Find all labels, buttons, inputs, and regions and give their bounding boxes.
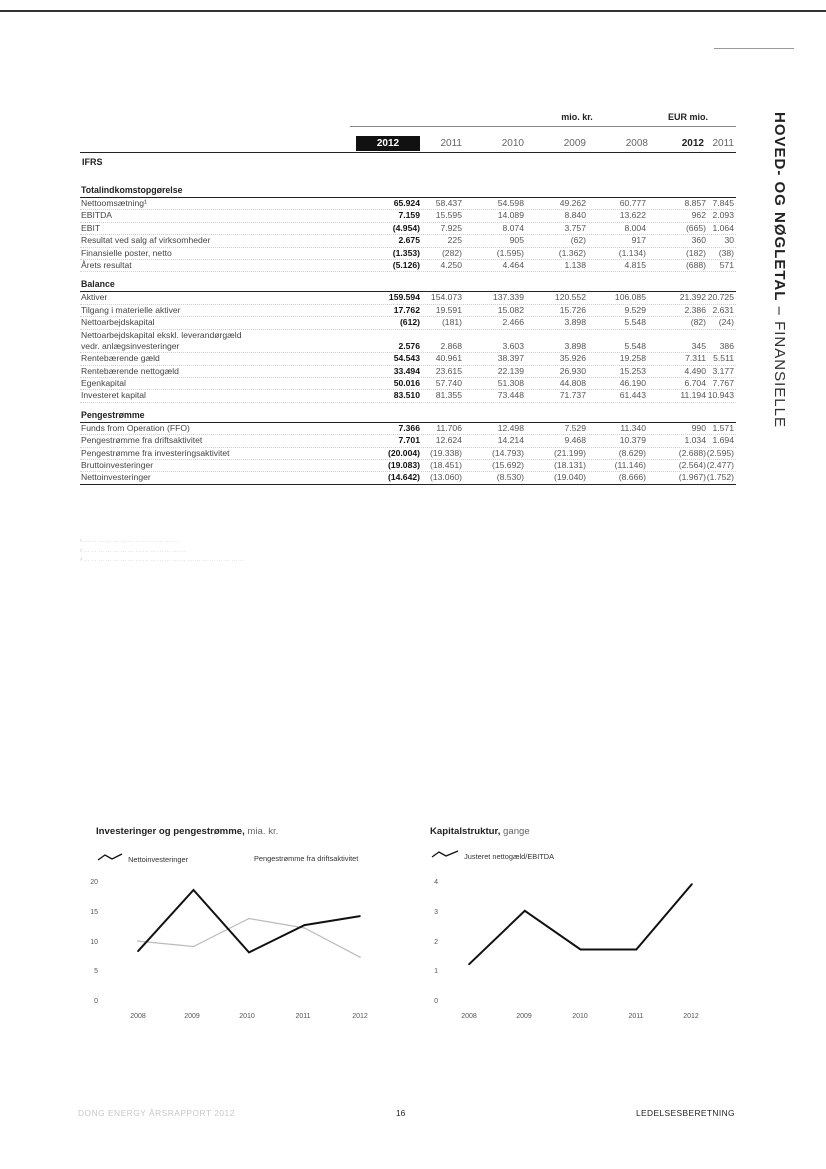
chart2-legend-label: Justeret nettogæld/EBITDA <box>464 852 555 861</box>
chart1-ytick: 15 <box>90 909 98 916</box>
cell-value: 3.177 <box>712 365 734 376</box>
cell-value: 3.898 <box>564 340 586 351</box>
chart1-xtick: 2010 <box>239 1013 255 1020</box>
cell-value: 345 <box>691 340 706 351</box>
data-point <box>248 952 250 954</box>
cell-value: 11.194 <box>680 390 706 401</box>
ifrs-label: IFRS <box>82 157 103 167</box>
cell-value: (2.688) <box>678 447 706 458</box>
cell-value: 159.594 <box>388 292 420 303</box>
cell-value: (181) <box>441 317 462 328</box>
cell-value: 7.767 <box>712 378 734 389</box>
chart2-xtick: 2008 <box>461 1013 477 1020</box>
cell-value: 65.924 <box>393 198 420 208</box>
cell-value: (8.530) <box>496 472 524 483</box>
cell-value: (2.477) <box>706 460 734 471</box>
year-header-current: 2012 <box>356 136 420 151</box>
cell-value: 2.576 <box>398 340 420 351</box>
chart1-legend-label: Nettoinvesteringer <box>128 855 189 864</box>
chart2-ytick: 2 <box>434 939 438 946</box>
cell-value: 2.868 <box>440 340 462 351</box>
cell-value: 14.214 <box>497 435 524 446</box>
cell-value: 54.598 <box>497 198 524 208</box>
cell-value: (14.642) <box>387 472 420 483</box>
cell-value: 14.089 <box>497 210 524 221</box>
cell-value: (282) <box>441 247 462 258</box>
cell-value: (2.564) <box>678 460 706 471</box>
cell-value: 15.253 <box>619 365 646 376</box>
data-point <box>359 956 361 958</box>
cell-value: 1.064 <box>712 222 734 233</box>
year-header-eur-current: 2012 <box>681 138 704 149</box>
row-label: Aktiver <box>81 292 108 303</box>
row-label: Årets resultat <box>81 259 132 270</box>
year-header: 2008 <box>625 138 648 149</box>
cell-value: 9.529 <box>624 304 646 315</box>
cell-value: 137.339 <box>492 292 524 303</box>
cell-value: 46.190 <box>619 378 646 389</box>
footnote-line: ² ··· ··· ··· ··· ··· ··· ··· ··· ··· ··· ··· ··· ··· ··· <box>80 548 186 555</box>
cell-value: 4.490 <box>684 365 706 376</box>
footer-section: LEDELSESBERETNING <box>636 1108 735 1118</box>
year-header: 2011 <box>712 138 734 149</box>
section-title: Pengestrømme <box>80 409 736 423</box>
line-legend-icon <box>430 849 462 859</box>
cell-value: 5.548 <box>624 317 646 328</box>
cell-value: 8.074 <box>502 222 524 233</box>
year-header: 2011 <box>440 138 462 149</box>
cell-value: 13.622 <box>619 210 646 221</box>
cell-value: 225 <box>447 235 462 246</box>
cell-value: 19.591 <box>435 304 462 315</box>
chart2-xtick: 2010 <box>572 1013 588 1020</box>
chart1-xtick: 2009 <box>184 1013 200 1020</box>
chart1-xtick: 2008 <box>130 1013 146 1020</box>
cell-value: (19.338) <box>429 447 462 458</box>
cell-value: (62) <box>570 235 586 246</box>
cell-value: (8.629) <box>618 447 646 458</box>
cell-value: (4.954) <box>392 222 420 233</box>
chart1-xtick: 2011 <box>295 1013 311 1020</box>
cell-value: 1.138 <box>564 259 586 270</box>
data-point <box>137 950 139 952</box>
cell-value: 2.093 <box>712 210 734 221</box>
cell-value: 3.898 <box>564 317 586 328</box>
cell-value: 905 <box>509 235 524 246</box>
cell-value: 1.694 <box>712 435 734 446</box>
cell-value: 7.366 <box>398 422 420 433</box>
cell-value: 11.706 <box>436 422 462 433</box>
cell-value: 26.930 <box>559 365 586 376</box>
chart1-xtick: 2012 <box>352 1013 368 1020</box>
row-label: Rentebærende gæld <box>81 353 160 364</box>
cell-value: 50.016 <box>393 378 420 389</box>
cell-value: 12.624 <box>435 435 462 446</box>
chart1-ytick: 5 <box>94 968 98 975</box>
footer-report-name: DONG ENERGY ÅRSRAPPORT 2012 <box>78 1108 235 1118</box>
cell-value: (18.451) <box>429 460 462 471</box>
cell-value: 120.552 <box>554 292 586 303</box>
cell-value: (1.134) <box>618 247 646 258</box>
cell-value: 22.139 <box>497 365 524 376</box>
row-label: Egenkapital <box>81 378 126 389</box>
cell-value: (82) <box>690 317 706 328</box>
cell-value: (612) <box>399 317 420 328</box>
group-header-eur: EUR mio. <box>667 112 708 122</box>
cell-value: 10.943 <box>707 390 734 401</box>
group-header-mio-kr: mio. kr. <box>561 112 593 122</box>
chart2-xtick: 2012 <box>683 1013 699 1020</box>
cell-value: 51.308 <box>497 378 524 389</box>
cell-value: 19.258 <box>619 353 646 364</box>
chart2-ytick: 1 <box>434 968 438 975</box>
section-title: Balance <box>80 278 736 292</box>
data-point <box>137 940 139 942</box>
cell-value: 4.815 <box>624 259 646 270</box>
cell-value: 54.543 <box>393 353 420 364</box>
cell-value: (38) <box>718 247 734 258</box>
chart1-ytick: 20 <box>90 879 98 886</box>
cell-value: 35.926 <box>559 353 586 364</box>
cell-value: 23.615 <box>435 365 462 376</box>
cell-value: 386 <box>719 340 734 351</box>
cell-value: 5.548 <box>624 340 646 351</box>
cell-value: (688) <box>685 259 706 270</box>
chart2-xtick: 2011 <box>628 1013 644 1020</box>
cell-value: (19.083) <box>387 460 420 471</box>
cell-value: 20.725 <box>707 292 734 303</box>
side-title-dash: – <box>771 301 788 322</box>
cell-value: (1.362) <box>558 247 586 258</box>
cell-value: 15.082 <box>497 304 524 315</box>
cell-value: (21.199) <box>553 447 586 458</box>
chart2-ytick: 4 <box>434 879 438 886</box>
row-label: EBITDA <box>81 210 113 221</box>
cell-value: 49.262 <box>559 198 586 208</box>
cell-value: 57.740 <box>435 378 462 389</box>
cell-value: 4.464 <box>502 259 524 270</box>
cell-value: 10.379 <box>619 435 646 446</box>
row-label: Nettoomsætning¹ <box>81 198 147 208</box>
cell-value: 73.448 <box>497 390 524 401</box>
row-label: Pengestrømme fra investeringsaktivitet <box>81 447 230 458</box>
chart2-ytick: 3 <box>434 909 438 916</box>
cell-value: 4.250 <box>440 259 462 270</box>
cell-value: (24) <box>718 317 734 328</box>
cell-value: 2.386 <box>684 304 706 315</box>
cell-value: 40.961 <box>435 353 462 364</box>
row-label: Nettoarbejdskapital <box>81 317 155 328</box>
row-label: Tilgang i materielle aktiver <box>81 304 181 315</box>
cell-value: (8.666) <box>618 472 646 483</box>
side-title-light: FINANSIELLE <box>771 321 788 428</box>
cell-value: 571 <box>719 259 734 270</box>
cell-value: 21.392 <box>679 292 706 303</box>
chart2-legend-item <box>430 849 554 861</box>
cell-value: 8.857 <box>684 198 706 208</box>
cell-value: (11.146) <box>614 460 646 471</box>
chart2-xtick: 2009 <box>516 1013 532 1020</box>
chart2-unit: gange <box>503 826 530 837</box>
series-line <box>138 890 360 952</box>
cell-value: 58.437 <box>435 198 462 208</box>
row-label: Bruttoinvesteringer <box>81 460 154 471</box>
chart2-ytick: 0 <box>434 998 438 1005</box>
cell-value: 38.397 <box>497 353 524 364</box>
data-point <box>193 946 195 948</box>
cell-value: (18.131) <box>553 460 586 471</box>
cell-value: 7.925 <box>440 222 462 233</box>
cell-value: 106.085 <box>614 292 646 303</box>
chart1-unit: mia. kr. <box>247 826 279 837</box>
cell-value: (14.793) <box>491 447 524 458</box>
cell-value: 9.468 <box>564 435 586 446</box>
cell-value: 71.737 <box>559 390 586 401</box>
row-label: Finansielle poster, netto <box>81 247 172 258</box>
row-label: EBIT <box>81 222 101 233</box>
side-title-bold: HOVED- OG NØGLETAL <box>771 112 788 302</box>
row-label: Rentebærende nettogæld <box>81 365 179 376</box>
cell-value: 5.511 <box>713 353 734 364</box>
cell-value: 8.840 <box>564 210 586 221</box>
cell-value: 6.704 <box>684 378 706 389</box>
cell-value: 7.311 <box>685 353 706 364</box>
cell-value: 61.443 <box>619 390 646 401</box>
row-label: Pengestrømme fra driftsaktivitet <box>81 435 203 446</box>
chart1-title-text: Investeringer og pengestrømme, <box>96 826 245 837</box>
data-point <box>304 927 306 929</box>
cell-value: 81.355 <box>435 390 462 401</box>
data-point <box>359 915 361 917</box>
cell-value: 917 <box>631 235 646 246</box>
cell-value: 1.571 <box>712 422 734 433</box>
cell-value: 8.004 <box>624 222 646 233</box>
cell-value: (2.595) <box>706 447 734 458</box>
section-title: Totalindkomstopgørelse <box>80 184 736 198</box>
cell-value: 3.757 <box>564 222 586 233</box>
cell-value: 44.808 <box>559 378 586 389</box>
cell-value: 12.498 <box>497 422 524 433</box>
cell-value: (19.040) <box>553 472 586 483</box>
cell-value: (20.004) <box>387 447 420 458</box>
cell-value: (1.595) <box>496 247 524 258</box>
cell-value: (1.967) <box>678 472 706 483</box>
cell-value: 962 <box>691 210 706 221</box>
chart1-legend-label: Pengestrømme fra driftsaktivitet <box>254 854 359 863</box>
cell-value: 360 <box>691 235 706 246</box>
cell-value: 17.762 <box>393 304 420 315</box>
cell-value: 7.701 <box>398 435 420 446</box>
cell-value: (1.353) <box>392 247 420 258</box>
chart1-ytick: 0 <box>94 998 98 1005</box>
cell-value: 30 <box>724 235 734 246</box>
row-label: Funds from Operation (FFO) <box>81 422 190 433</box>
row-label-line: Nettoarbejdskapital ekskl. leverandørgæld <box>81 329 242 340</box>
cell-value: (665) <box>685 222 706 233</box>
cell-value: (15.692) <box>491 460 524 471</box>
chart1-ytick: 10 <box>90 939 98 946</box>
cell-value: 1.034 <box>684 435 706 446</box>
cell-value: 7.159 <box>398 210 420 221</box>
cell-value: 15.726 <box>559 304 586 315</box>
cell-value: (5.126) <box>392 259 420 270</box>
cell-value: 7.845 <box>712 198 734 208</box>
row-label: Nettoinvesteringer <box>81 472 151 483</box>
cell-value: 83.510 <box>393 390 420 401</box>
cell-value: 15.595 <box>435 210 462 221</box>
row-label: Investeret kapital <box>81 390 146 401</box>
cell-value: (1.752) <box>706 472 734 483</box>
chart2-title <box>430 826 530 837</box>
cell-value: 154.073 <box>430 292 462 303</box>
cell-value: (182) <box>685 247 706 258</box>
cell-value: 33.494 <box>393 365 420 376</box>
data-point <box>248 918 250 920</box>
cell-value: 60.777 <box>619 198 646 208</box>
cell-value: 7.529 <box>564 422 586 433</box>
row-label: Resultat ved salg af virksomheder <box>81 235 211 246</box>
cell-value: 3.603 <box>502 340 524 351</box>
cell-value: 11.340 <box>620 422 646 433</box>
page-number: 16 <box>396 1108 406 1118</box>
year-header: 2009 <box>563 138 586 149</box>
cell-value: 2.466 <box>502 317 524 328</box>
cell-value: 2.631 <box>712 304 734 315</box>
cell-value: (13.060) <box>429 472 462 483</box>
footnote-line: ¹ ··· ··· ··· ··· ··· ··· ··· ··· ··· ··· ··· ··· ··· <box>80 539 179 545</box>
cell-value: 990 <box>691 422 706 433</box>
row-label-line: vedr. anlægsinvesteringer <box>81 340 180 351</box>
year-header: 2010 <box>501 138 524 149</box>
cell-value: 2.675 <box>398 235 420 246</box>
footnote-line: ³ ··· ··· ··· ··· ··· ··· ··· ··· ··· ··· ··· ··· ··· ··· ··· ··· ··· ··· ··· ··· ··· ··· <box>80 558 245 564</box>
chart2-title-text: Kapitalstruktur, <box>430 826 501 837</box>
data-point <box>193 889 195 891</box>
data-point <box>304 924 306 926</box>
